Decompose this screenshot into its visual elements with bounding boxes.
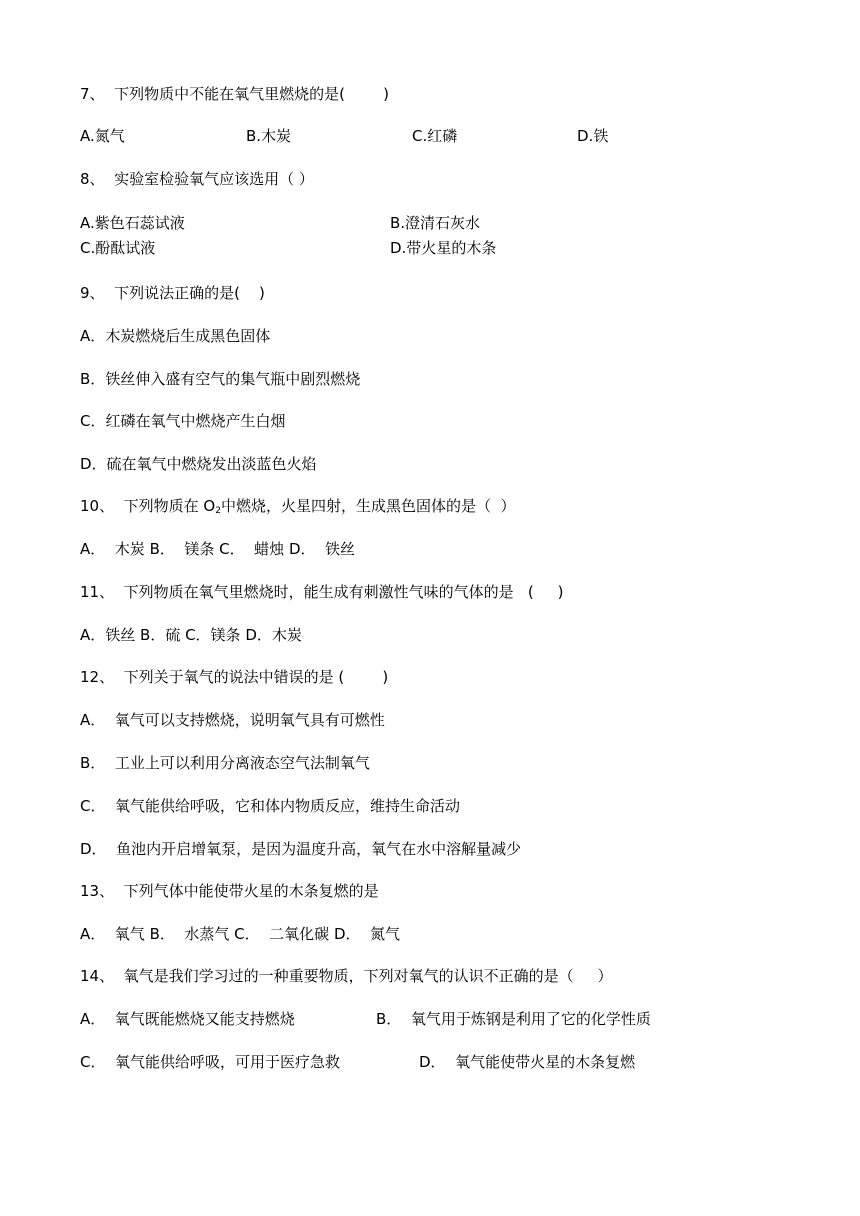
q9-option-c: C．红磷在氧气中燃烧产生白烟 xyxy=(80,412,286,430)
q7-option-b: B.木炭 xyxy=(246,127,292,145)
q7-option-a: A.氮气 xyxy=(80,127,125,145)
question-10-options: A． 木炭 B． 镁条 C． 蜡烛 D． 铁丝 xyxy=(80,540,356,558)
q14-option-a: A． 氧气既能燃烧又能支持燃烧 xyxy=(80,1010,295,1028)
q9-option-a: A．木炭燃烧后生成黑色固体 xyxy=(80,327,271,345)
question-8-options-row1 xyxy=(80,213,481,233)
question-11-stem: 11、 下列物质在氧气里燃烧时，能生成有刺激性气味的气体的是 ( ) xyxy=(80,583,564,601)
q9-option-d: D．硫在氧气中燃烧发出淡蓝色火焰 xyxy=(80,455,317,473)
q14-option-d: D． 氧气能使带火星的木条复燃 xyxy=(419,1053,636,1071)
question-11-options: A．铁丝 B．硫 C．镁条 D．木炭 xyxy=(80,626,302,644)
q8-option-d: D.带火星的木条 xyxy=(390,239,497,257)
q10-stem-subscript: 2 xyxy=(215,506,221,516)
question-14-options-row2 xyxy=(80,1052,636,1072)
question-8-stem: 8、 实验室检验氧气应该选用（ ） xyxy=(80,170,314,188)
question-7-options xyxy=(80,126,609,146)
q12-option-b: B． 工业上可以利用分离液态空气法制氧气 xyxy=(80,754,370,772)
question-12-stem: 12、 下列关于氧气的说法中错误的是 ( ) xyxy=(80,668,389,686)
question-9-stem: 9、 下列说法正确的是( ) xyxy=(80,284,265,302)
question-14-options-row1 xyxy=(80,1009,651,1029)
q9-option-b: B．铁丝伸入盛有空气的集气瓶中剧烈燃烧 xyxy=(80,370,361,388)
q14-option-b: B． 氧气用于炼钢是利用了它的化学性质 xyxy=(376,1010,651,1028)
question-13-stem: 13、 下列气体中能使带火星的木条复燃的是 xyxy=(80,882,379,900)
q8-option-a: A.紫色石蕊试液 xyxy=(80,214,185,232)
question-10-stem xyxy=(80,496,515,516)
q8-option-b: B.澄清石灰水 xyxy=(390,214,481,232)
q12-option-c: C． 氧气能供给呼吸，它和体内物质反应，维持生命活动 xyxy=(80,797,461,815)
q8-option-c: C.酚酞试液 xyxy=(80,239,156,257)
question-14-stem: 14、 氧气是我们学习过的一种重要物质，下列对氧气的认识不正确的是（ ） xyxy=(80,967,613,985)
q12-option-d: D． 鱼池内开启增氧泵，是因为温度升高，氧气在水中溶解量减少 xyxy=(80,840,522,858)
q12-option-a: A． 氧气可以支持燃烧，说明氧气具有可燃性 xyxy=(80,711,385,729)
question-8-options-row2 xyxy=(80,238,497,258)
q7-option-d: D.铁 xyxy=(577,127,609,145)
q10-stem-pre: 10、 下列物质在 O xyxy=(80,497,216,515)
q10-stem-post: 中燃烧，火星四射，生成黑色固体的是（ ） xyxy=(220,497,516,515)
q7-option-c: C.红磷 xyxy=(412,127,458,145)
question-13-options: A． 氧气 B． 水蒸气 C． 二氧化碳 D． 氮气 xyxy=(80,925,401,943)
question-7-stem: 7、 下列物质中不能在氧气里燃烧的是( ) xyxy=(80,85,389,103)
q14-option-c: C． 氧气能供给呼吸，可用于医疗急救 xyxy=(80,1053,341,1071)
